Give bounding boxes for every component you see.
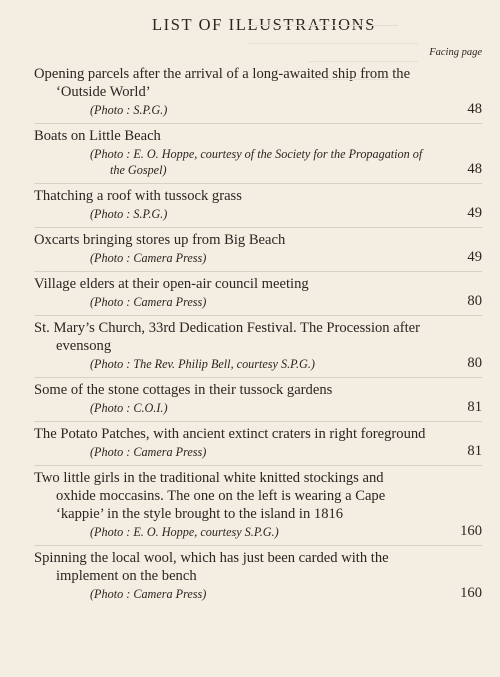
list-item — [34, 184, 482, 228]
facing-page-number: 80 — [467, 355, 482, 371]
facing-page-number: 160 — [460, 585, 482, 601]
facing-page-number: 48 — [467, 161, 482, 177]
illustration-title: St. Mary’s Church, 33rd Dedication Festival. The Procession after evensong — [34, 320, 420, 354]
list-item — [34, 228, 482, 272]
list-item — [34, 466, 482, 546]
photo-credit: (Photo : S.P.G.) — [90, 207, 168, 221]
photo-credit: (Photo : Camera Press) — [90, 445, 207, 459]
list-item — [34, 124, 482, 184]
photo-credit: (Photo : Camera Press) — [90, 295, 207, 309]
illustration-title: Some of the stone cottages in their tussock gardens — [34, 382, 333, 398]
photo-credit: (Photo : The Rev. Philip Bell, courtesy S.P.G.) — [90, 357, 315, 371]
facing-page-label: Facing page — [429, 47, 482, 58]
facing-page-number: 160 — [460, 523, 482, 539]
facing-page-number: 49 — [467, 249, 482, 265]
photo-credit: (Photo : S.P.G.) — [90, 103, 168, 117]
illustration-title: Spinning the local wool, which has just been carded with the implement on the bench — [34, 550, 389, 584]
list-item — [34, 316, 482, 378]
facing-page-number: 81 — [467, 443, 482, 459]
facing-page-number: 81 — [467, 399, 482, 415]
page-title: LIST OF ILLUSTRATIONS — [152, 15, 376, 34]
illustration-list — [34, 62, 482, 607]
list-item — [34, 272, 482, 316]
show-through-text — [248, 12, 428, 80]
facing-page-number: 49 — [467, 205, 482, 221]
photo-credit: (Photo : E. O. Hoppe, courtesy of the Society for the Propagation of the Gospel) — [90, 147, 423, 177]
list-item — [34, 546, 482, 607]
photo-credit: (Photo : C.O.I.) — [90, 401, 168, 415]
illustration-title: Thatching a roof with tussock grass — [34, 188, 242, 204]
illustration-title: Two little girls in the traditional white knitted stockings and oxhide moccasins. The one on the left is wearing a Cape ‘kappie’ in the style brought to the island in 1816 — [34, 470, 386, 522]
list-item — [34, 378, 482, 422]
illustration-title: The Potato Patches, with ancient extinct craters in right foreground — [34, 426, 426, 442]
illustration-title: Opening parcels after the arrival of a long-awaited ship from the ‘Outside World’ — [34, 66, 411, 100]
illustration-title: Boats on Little Beach — [34, 128, 161, 144]
list-item — [34, 422, 482, 466]
photo-credit: (Photo : Camera Press) — [90, 587, 207, 601]
facing-page-number: 48 — [467, 101, 482, 117]
photo-credit: (Photo : Camera Press) — [90, 251, 207, 265]
illustration-title: Oxcarts bringing stores up from Big Beach — [34, 232, 286, 248]
facing-page-number: 80 — [467, 293, 482, 309]
photo-credit: (Photo : E. O. Hoppe, courtesy S.P.G.) — [90, 525, 279, 539]
illustration-title: Village elders at their open-air council meeting — [34, 276, 309, 292]
